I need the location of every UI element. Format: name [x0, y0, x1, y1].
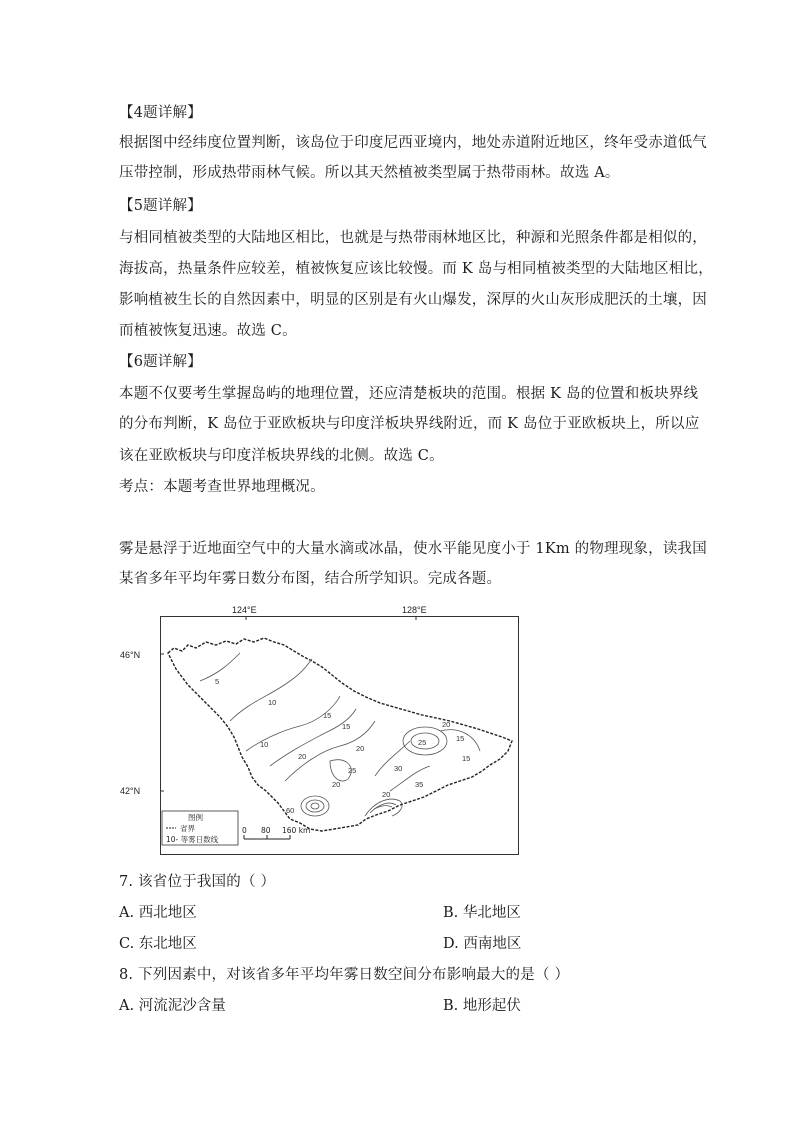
contour-label-25a: 25 [348, 766, 357, 775]
intro-line-1: 雾是悬浮于近地面空气中的大量水滴或冰晶，使水平能见度小于 1Km 的物理现象，读我国 [119, 541, 707, 557]
legend-item-boundary: 省界 [180, 824, 195, 833]
section4-heading: 【4题详解】 [119, 105, 202, 121]
contour-label-20b: 20 [356, 744, 365, 753]
lat-label-42: 42°N [120, 786, 141, 796]
section5-line-1: 与相同植被类型的大陆地区相比，也就是与热带雨林地区比，种源和光照条件都是相似的， [119, 230, 707, 246]
q7-option-d[interactable]: D. 西南地区 [443, 936, 522, 952]
contour-label-15a: 15 [323, 711, 332, 720]
section4-line-1: 根据图中经纬度位置判断，该岛位于印度尼西亚境内，地处赤道附近地区，终年受赤道低气 [119, 135, 707, 151]
contour-label-25b: 25 [418, 738, 427, 747]
section4-line-2: 压带控制，形成热带雨林气候。所以其天然植被类型属于热带雨林。故选 A。 [119, 165, 620, 181]
lat-label-46: 46°N [120, 650, 141, 660]
section6-heading: 【6题详解】 [119, 354, 202, 370]
contour-label-10a: 10 [268, 698, 277, 707]
q8-option-b[interactable]: B. 地形起伏 [443, 998, 521, 1014]
legend-title: 图例 [188, 813, 203, 822]
section5-line-2: 海拔高，热量条件应较差，植被恢复应该比较慢。而 K 岛与相同植被类型的大陆地区相比， [119, 261, 713, 277]
section5-line-3: 影响植被生长的自然因素中，明显的区别是有火山爆发，深厚的火山灰形成肥沃的土壤，因 [119, 292, 707, 308]
fog-days-map-svg [120, 601, 530, 857]
contour-label-15b: 15 [342, 722, 351, 731]
lon-label-128: 128°E [402, 605, 427, 615]
section5-line-4: 而植被恢复迅速。故选 C。 [119, 323, 297, 339]
q7-stem: 7. 该省位于我国的（ ） [119, 874, 276, 890]
contour-label-5: 5 [215, 677, 220, 686]
contour-label-30: 30 [394, 764, 403, 773]
section6-line-2: 的分布判断，K 岛位于亚欧板块与印度洋板块界线附近，而 K 岛位于亚欧板块上，所以应 [119, 416, 700, 432]
contour-label-10b: 10 [260, 740, 269, 749]
contour-label-15d: 15 [462, 754, 471, 763]
q7-option-b[interactable]: B. 华北地区 [443, 905, 521, 921]
fog-days-map [120, 601, 530, 857]
section6-line-3: 该在亚欧板块与印度洋板块界线的北侧。故选 C。 [119, 448, 444, 464]
lon-label-124: 124°E [232, 605, 257, 615]
section6-line-1: 本题不仅要考生掌握岛屿的地理位置，还应清楚板块的范围。根据 K 岛的位置和板块界线 [119, 386, 699, 402]
q8-option-a[interactable]: A. 河流泥沙含量 [119, 998, 226, 1014]
legend-item-contour: 10- 等雾日数线 [166, 835, 219, 844]
q8-stem: 8. 下列因素中，对该省多年平均年雾日数空间分布影响最大的是（ ） [119, 967, 570, 983]
contour-label-15c: 15 [456, 734, 465, 743]
q7-option-c[interactable]: C. 东北地区 [119, 936, 197, 952]
section5-heading: 【5题详解】 [119, 198, 202, 214]
q7-option-a[interactable]: A. 西北地区 [119, 905, 197, 921]
contour-label-35: 35 [415, 780, 424, 789]
contour-label-20a: 20 [298, 752, 307, 761]
contour-label-60: 60 [286, 806, 295, 815]
contour-label-20e: 20 [382, 790, 391, 799]
intro-line-2: 某省多年平均年雾日数分布图，结合所学知识。完成各题。 [119, 571, 502, 587]
scale-label-0: 0 [242, 826, 247, 835]
scale-label-160: 160 km [282, 826, 311, 835]
section6-note: 考点：本题考查世界地理概况。 [119, 479, 325, 495]
contour-label-20d: 20 [442, 720, 451, 729]
scale-label-80: 80 [261, 826, 271, 835]
contour-label-20c: 20 [332, 780, 341, 789]
